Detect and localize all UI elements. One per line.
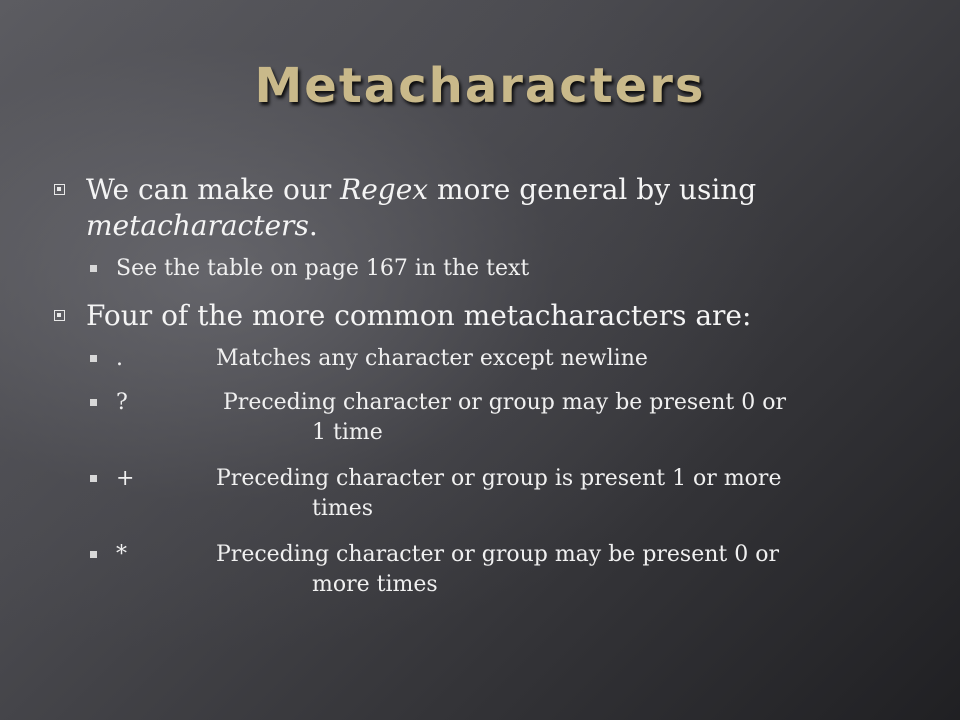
metachar-symbol: . (116, 346, 123, 371)
metachar-description (216, 388, 932, 448)
metacharacters-term: metacharacters (86, 209, 309, 242)
metachar-symbol: ? (116, 390, 128, 415)
small-square-bullet-icon (90, 475, 97, 482)
metachar-item-question (52, 388, 932, 448)
slide-title: Metacharacters (254, 58, 706, 114)
bullet-text-suffix: . (308, 209, 318, 242)
regex-term: Regex (340, 173, 429, 206)
square-bullet-icon (54, 184, 65, 195)
metachar-description-line2: more times (312, 572, 438, 597)
metachar-symbol: * (116, 542, 127, 567)
metachar-item-plus (52, 464, 932, 524)
metachar-item-star (52, 540, 932, 600)
metachar-description (216, 464, 932, 524)
metachar-description-line1: Matches any character except newline (216, 346, 648, 371)
small-square-bullet-icon (90, 265, 97, 272)
square-bullet-icon (54, 310, 65, 321)
metachar-description (216, 344, 932, 374)
bullet-text: Four of the more common metacharacters are: (86, 299, 752, 332)
metachar-description-line1: Preceding character or group may be present 0 or (216, 390, 786, 415)
metachar-description (216, 540, 932, 600)
metachar-description-line1: Preceding character or group is present 1 or more (216, 466, 782, 491)
small-square-bullet-icon (90, 355, 97, 362)
bullet-text-middle: more general by using (428, 173, 757, 206)
sub-bullet-table-reference (52, 254, 932, 284)
slide-content (52, 172, 932, 600)
metachar-symbol: + (116, 466, 135, 491)
bullet-regex-general (52, 172, 932, 244)
metachar-item-dot (52, 344, 932, 374)
metachar-description-line2: 1 time (312, 420, 383, 445)
small-square-bullet-icon (90, 551, 97, 558)
bullet-common-metacharacters (52, 298, 932, 334)
metachar-description-line1: Preceding character or group may be present 0 or (216, 542, 779, 567)
metachar-description-line2: times (312, 496, 374, 521)
bullet-text-prefix: We can make our (86, 173, 341, 206)
small-square-bullet-icon (90, 399, 97, 406)
sub-bullet-text: See the table on page 167 in the text (116, 256, 530, 281)
